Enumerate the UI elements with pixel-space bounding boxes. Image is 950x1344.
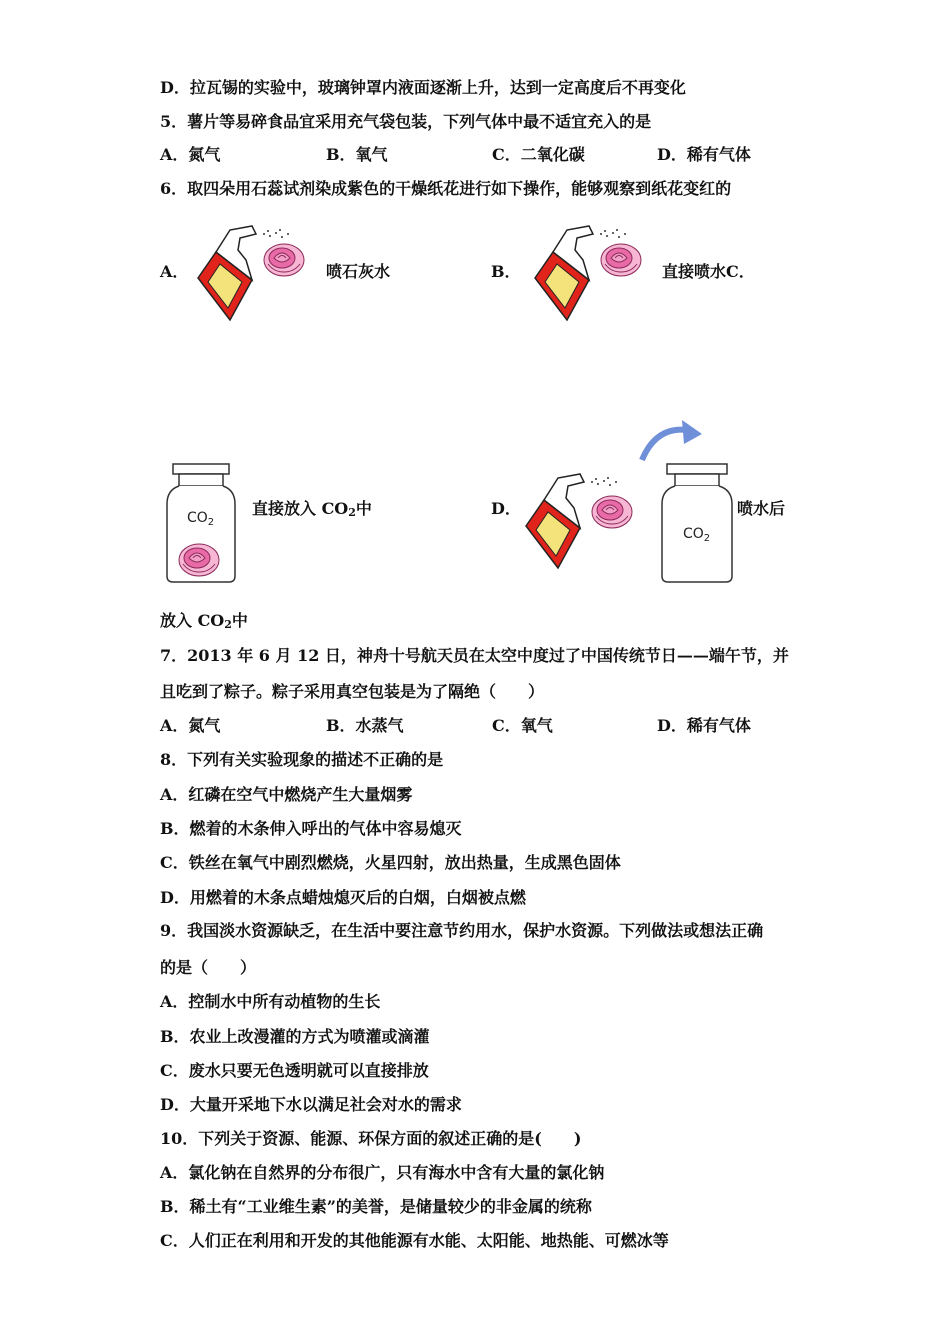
q10-option-c[interactable]: C．人们正在利用和开发的其他能源有水能、太阳能、地热能、可燃冰等 [160, 1231, 669, 1250]
jar-lid-icon [667, 464, 727, 474]
svg-text:CO2: $CO_2$ [683, 526, 711, 544]
jar-label: CO [187, 510, 208, 526]
jar-label: CO [683, 526, 704, 542]
q8-stem: 8．下列有关实验现象的描述不正确的是 [160, 750, 444, 769]
q9-stem-line2: 的是（ ） [160, 958, 257, 977]
q7-stem-line2: 且吃到了粽子。粽子采用真空包装是为了隔绝（ ） [160, 682, 545, 701]
q5-option-b[interactable]: B．氧气 [326, 145, 388, 164]
q6-option-b-letter[interactable]: B． [491, 262, 521, 281]
svg-text:CO2: $CO_2$ [187, 510, 215, 528]
q5-option-a[interactable]: A．氮气 [160, 145, 221, 164]
q7-option-d[interactable]: D．稀有气体 [657, 716, 751, 735]
q8-option-c[interactable]: C．铁丝在氧气中剧烈燃烧，火星四射，放出热量，生成黑色固体 [160, 853, 621, 872]
q6-option-c-jar [165, 462, 239, 584]
q6-option-b-figure [527, 220, 662, 324]
q6-option-a-letter[interactable]: A． [160, 262, 189, 281]
q7-option-c[interactable]: C．氧气 [492, 716, 553, 735]
q10-stem: 10．下列关于资源、能源、环保方面的叙述正确的是( ) [160, 1129, 582, 1148]
q6-stem: 6．取四朵用石蕊试剂染成紫色的干燥纸花进行如下操作，能够观察到纸花变红的 [160, 179, 732, 198]
q6-option-a-caption: 喷石灰水 [326, 262, 391, 281]
q5-option-d[interactable]: D．稀有气体 [657, 145, 751, 164]
q10-option-b[interactable]: B．稀土有“工业维生素”的美誉，是储量较少的非金属的统称 [160, 1197, 592, 1216]
q10-option-a[interactable]: A．氯化钠在自然界的分布很广，只有海水中含有大量的氯化钠 [160, 1163, 605, 1182]
q9-option-c[interactable]: C．废水只要无色透明就可以直接排放 [160, 1061, 429, 1080]
q9-option-d[interactable]: D．大量开采地下水以满足社会对水的需求 [160, 1095, 462, 1114]
q5-options [160, 145, 840, 165]
q9-option-b[interactable]: B．农业上改漫灌的方式为喷灌或滴灌 [160, 1027, 430, 1046]
q6-option-d-letter[interactable]: D． [491, 499, 521, 518]
q7-options [160, 716, 840, 736]
flower-icon [601, 244, 641, 276]
q8-option-d[interactable]: D．用燃着的木条点蜡烛熄灭后的白烟，白烟被点燃 [160, 888, 526, 907]
q9-option-a[interactable]: A．控制水中所有动植物的生长 [160, 992, 381, 1011]
q7-option-b[interactable]: B．水蒸气 [326, 716, 404, 735]
q8-option-b[interactable]: B．燃着的木条伸入呼出的气体中容易熄灭 [160, 819, 462, 838]
q7-option-a[interactable]: A．氮气 [160, 716, 221, 735]
q8-option-a[interactable]: A．红磷在空气中燃烧产生大量烟雾 [160, 785, 413, 804]
flower-icon [592, 496, 632, 528]
q5-stem: 5．薯片等易碎食品宜采用充气袋包装，下列气体中最不适宜充入的是 [160, 112, 652, 131]
jar-lid-icon [173, 464, 229, 474]
q6-option-d-jar [659, 462, 737, 584]
q4-option-d: D．拉瓦锡的实验中，玻璃钟罩内液面逐渐上升，达到一定高度后不再变化 [160, 78, 686, 97]
q6-option-b-caption: 直接喷水C． [662, 262, 755, 281]
q6-option-a-figure [190, 220, 325, 324]
flower-icon [264, 244, 304, 276]
q6-option-d-caption: 喷水后 [737, 499, 786, 518]
q5-option-c[interactable]: C．二氧化碳 [492, 145, 585, 164]
q6-option-d-tail: 放入 $CO_2$中 [160, 611, 248, 631]
flower-icon [179, 544, 219, 576]
curved-arrow-icon [642, 430, 688, 460]
q6-option-c-caption: 直接放入 $CO_2$中 [252, 499, 372, 519]
q7-stem-line1: 7．2013 年 6 月 12 日，神舟十号航天员在太空中度过了中国传统节日——端午节，并 [160, 646, 789, 665]
q6-option-d-spray [518, 468, 653, 572]
q9-stem-line1: 9．我国淡水资源缺乏，在生活中要注意节约用水，保护水资源。下列做法或想法正确 [160, 921, 764, 940]
